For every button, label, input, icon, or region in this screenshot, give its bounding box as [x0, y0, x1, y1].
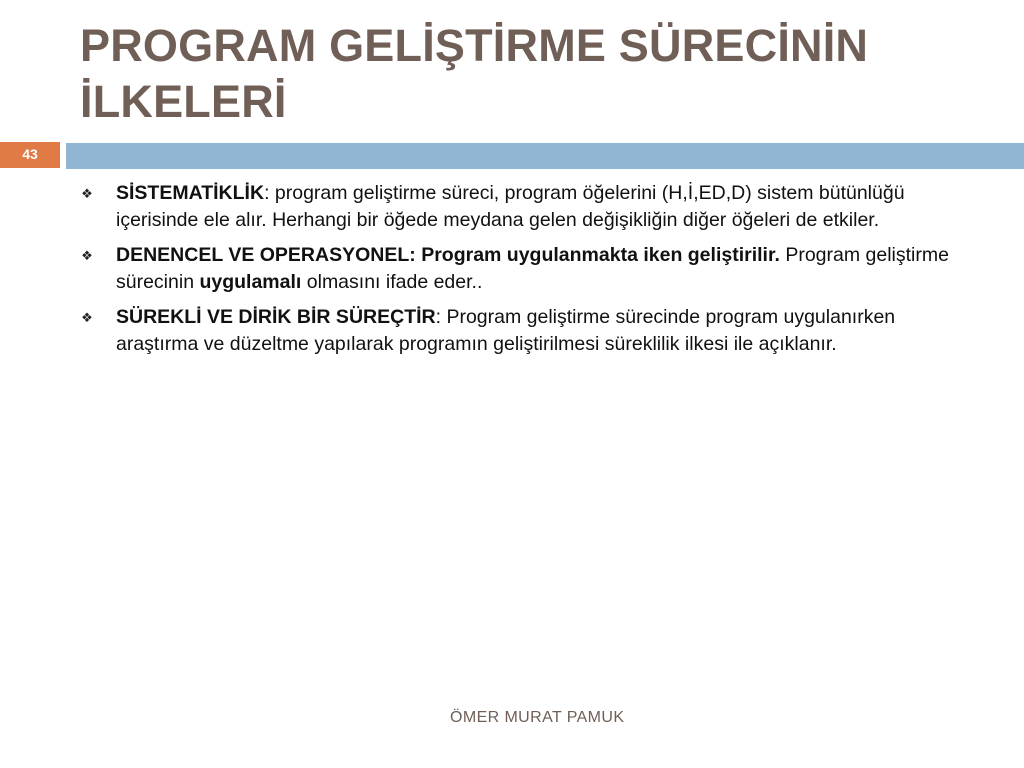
page-number-badge: 43	[0, 142, 60, 168]
bullet-text: : program geliştirme süreci, program öğelerini (H,İ,ED,D) sistem bütünlüğü içerisinde ele alır. Herhangi bir öğede meydana gelen değişikliğin diğer öğeleri de etkiler.	[116, 182, 905, 231]
bullet-text: olmasını ifade eder..	[301, 271, 483, 293]
bullet-heading: SÜREKLİ VE DİRİK BİR SÜREÇTİR	[116, 306, 436, 328]
diamond-bullet-icon: ❖	[81, 310, 93, 325]
bullet-emphasis: uygulamalı	[199, 271, 302, 293]
diamond-bullet-icon: ❖	[81, 186, 93, 201]
bullet-list	[80, 180, 980, 366]
list-item	[80, 180, 980, 234]
bullet-text: : Program geliştirme sürecinde program uygulanırken araştırma ve düzeltme yapılarak programın geliştirilmesi süreklilik ilkesi ile açıklanır.	[116, 306, 896, 355]
list-item	[80, 242, 980, 296]
slide-title: PROGRAM GELİŞTİRME SÜRECİNİN İLKELERİ	[80, 20, 869, 127]
footer-author: ÖMER MURAT PAMUK	[450, 709, 625, 726]
bullet-text: Program geliştirme sürecinin	[116, 244, 949, 293]
list-item	[80, 304, 980, 358]
diamond-bullet-icon: ❖	[81, 248, 93, 263]
bullet-heading: DENENCEL VE OPERASYONEL: Program uygulanmakta iken geliştirilir.	[116, 244, 780, 266]
title-rule-bar	[66, 143, 1024, 169]
bullet-heading: SİSTEMATİKLİK	[116, 182, 265, 204]
